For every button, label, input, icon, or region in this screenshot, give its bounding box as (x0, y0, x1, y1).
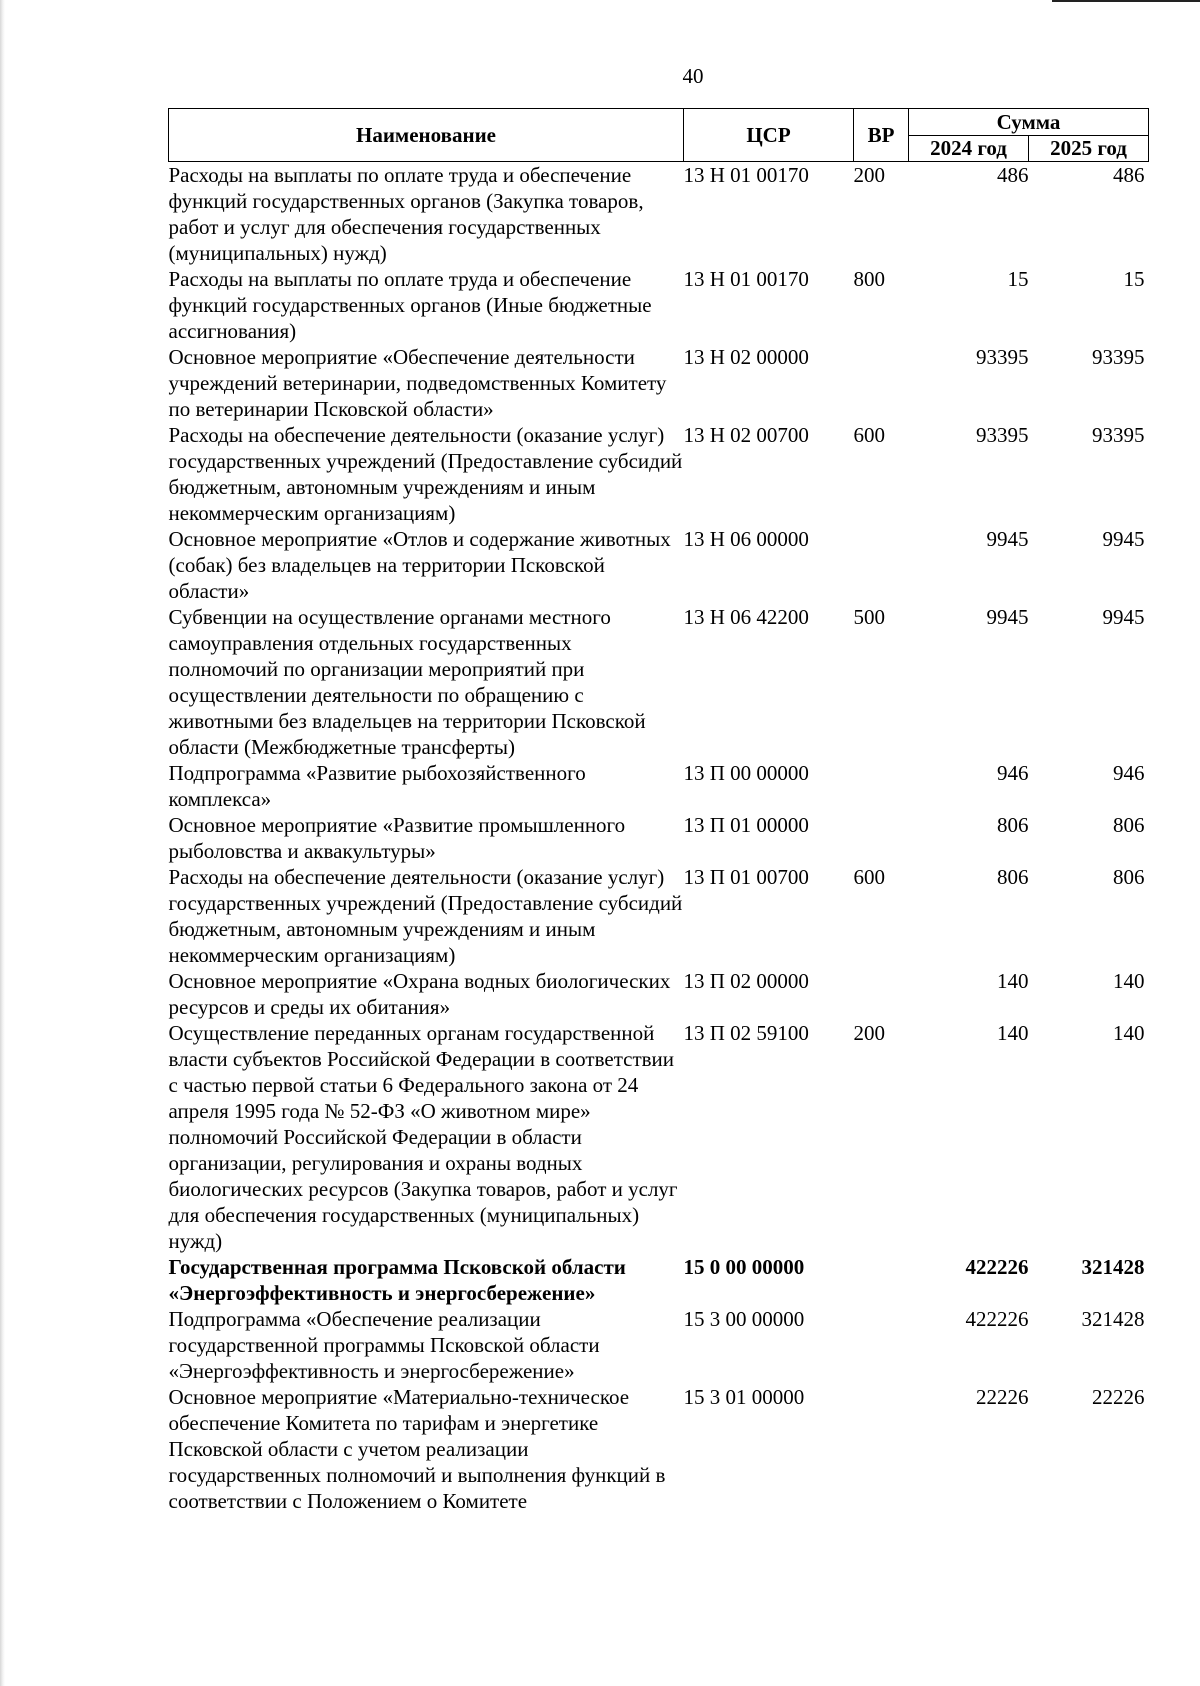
row-name: Расходы на обеспечение деятельности (оказание услуг) государственных учреждений (Предоставление субсидий бюджетным, автономным учреждениям и иным некоммерческим организациям) (168, 423, 683, 525)
row-sum-2025: 946 (1113, 761, 1145, 785)
row-name: Подпрограмма «Развитие рыбохозяйственного комплекса» (168, 761, 586, 811)
row-vr: 500 (853, 605, 885, 629)
row-sum-2025: 15 (1123, 267, 1145, 291)
row-csr: 13 Н 06 00000 (683, 527, 809, 551)
row-sum-2024: 422226 (965, 1307, 1029, 1331)
row-vr (854, 1306, 909, 1384)
row-name: Субвенции на осуществление органами местного самоуправления отдельных государственных полномочий по организации мероприятий при осуществлении деятельности по обращению с животными без владельцев на территории Псковской области (Межбюджетные трансферты) (168, 605, 646, 759)
header-name: Наименование (169, 109, 684, 162)
row-sum-2024: 806 (997, 865, 1029, 889)
row-name: Расходы на выплаты по оплате труда и обеспечение функций государственных органов (Закупка товаров, работ и услуг для обеспечения государственных (муниципальных) нужд) (168, 163, 644, 265)
row-sum-2025: 140 (1113, 969, 1145, 993)
row-sum-2024: 486 (997, 163, 1029, 187)
row-name: Основное мероприятие «Обеспечение деятельности учреждений ветеринарии, подведомственных Комитету по ветеринарии Псковской области» (168, 345, 667, 421)
table-row (169, 604, 1149, 760)
row-vr (854, 1254, 909, 1306)
row-sum-2024: 9945 (986, 527, 1029, 551)
row-sum-2025: 140 (1113, 1021, 1145, 1045)
row-name: Расходы на выплаты по оплате труда и обеспечение функций государственных органов (Иные бюджетные ассигнования) (168, 267, 652, 343)
row-csr: 13 П 01 00000 (683, 813, 809, 837)
table-row (169, 812, 1149, 864)
row-csr: 13 П 02 00000 (683, 969, 809, 993)
row-sum-2024: 15 (1007, 267, 1029, 291)
row-sum-2025: 93395 (1092, 423, 1145, 447)
row-sum-2025: 321428 (1081, 1255, 1145, 1279)
header-vr: ВР (854, 109, 909, 162)
table-row (169, 162, 1149, 267)
scan-top-mark (1052, 0, 1200, 2)
row-name: Подпрограмма «Обеспечение реализации государственной программы Псковской области «Энергоэффективность и энергосбережение» (168, 1307, 600, 1383)
row-vr: 600 (853, 423, 885, 447)
row-vr: 200 (853, 1021, 885, 1045)
row-name: Основное мероприятие «Развитие промышленного рыболовства и аквакультуры» (168, 813, 626, 863)
row-csr: 15 3 01 00000 (683, 1385, 805, 1409)
row-name: Основное мероприятие «Материально-техническое обеспечение Комитета по тарифам и энергетике Псковской области с учетом реализации государственных полномочий и выполнения функций в соответствии с Положением о Комитете (168, 1385, 666, 1513)
row-csr: 13 П 02 59100 (683, 1021, 809, 1045)
row-sum-2025: 486 (1113, 163, 1145, 187)
table-row (169, 864, 1149, 968)
row-name: Основное мероприятие «Отлов и содержание животных (собак) без владельцев на территории Псковской области» (168, 527, 671, 603)
table-row (169, 1020, 1149, 1254)
row-sum-2024: 9945 (986, 605, 1029, 629)
header-year-2025: 2025 год (1029, 135, 1149, 162)
row-sum-2025: 806 (1113, 813, 1145, 837)
table-row (169, 344, 1149, 422)
row-sum-2024: 140 (997, 969, 1029, 993)
table-row (169, 968, 1149, 1020)
header-csr: ЦСР (684, 109, 854, 162)
row-sum-2024: 806 (997, 813, 1029, 837)
table-row (169, 760, 1149, 812)
row-sum-2025: 22226 (1092, 1385, 1145, 1409)
row-csr: 13 Н 01 00170 (683, 267, 809, 291)
table-row (169, 1306, 1149, 1384)
row-sum-2024: 140 (997, 1021, 1029, 1045)
scan-left-edge (0, 0, 5, 1686)
row-sum-2024: 946 (997, 761, 1029, 785)
row-csr: 13 Н 02 00000 (683, 345, 809, 369)
row-name: Осуществление переданных органам государственной власти субъектов Российской Федерации в соответствии с частью первой статьи 6 Федерального закона от 24 апреля 1995 года № 52-ФЗ «О животном мире» полномочий Российской Федерации в области организации, регулирования и охраны водных биологических ресурсов (Закупка товаров, работ и услуг для обеспечения государственных (муниципальных) нужд) (168, 1021, 678, 1253)
table-header (169, 109, 1149, 162)
row-vr (854, 344, 909, 422)
table-row (169, 422, 1149, 526)
row-sum-2025: 321428 (1081, 1307, 1145, 1331)
row-sum-2024: 22226 (976, 1385, 1029, 1409)
row-csr: 13 Н 01 00170 (683, 163, 809, 187)
row-sum-2025: 93395 (1092, 345, 1145, 369)
header-sum: Сумма (909, 109, 1149, 136)
row-vr: 600 (853, 865, 885, 889)
table-row (169, 266, 1149, 344)
budget-table (168, 108, 1149, 1514)
table-body (169, 162, 1149, 1515)
row-sum-2025: 9945 (1102, 605, 1145, 629)
row-name: Расходы на обеспечение деятельности (оказание услуг) государственных учреждений (Предоставление субсидий бюджетным, автономным учреждениям и иным некоммерческим организациям) (168, 865, 683, 967)
table-row (169, 526, 1149, 604)
row-sum-2024: 93395 (976, 423, 1029, 447)
page-number: 40 (682, 64, 704, 88)
table-row (169, 1384, 1149, 1514)
row-csr: 13 Н 06 42200 (683, 605, 809, 629)
row-vr (854, 760, 909, 812)
row-csr: 13 П 01 00700 (683, 865, 809, 889)
header-year-2024: 2024 год (909, 135, 1029, 162)
row-csr: 15 0 00 00000 (683, 1255, 805, 1279)
row-sum-2024: 422226 (965, 1255, 1029, 1279)
table-row-program-total (169, 1254, 1149, 1306)
row-vr (854, 968, 909, 1020)
row-vr (854, 812, 909, 864)
row-name: Государственная программа Псковской области «Энергоэффективность и энергосбережение» (168, 1255, 626, 1305)
row-vr: 800 (853, 267, 885, 291)
row-sum-2025: 9945 (1102, 527, 1145, 551)
row-csr: 13 П 00 00000 (683, 761, 809, 785)
row-sum-2024: 93395 (976, 345, 1029, 369)
row-vr: 200 (853, 163, 885, 187)
row-vr (854, 526, 909, 604)
row-sum-2025: 806 (1113, 865, 1145, 889)
row-name: Основное мероприятие «Охрана водных биологических ресурсов и среды их обитания» (168, 969, 671, 1019)
row-vr (854, 1384, 909, 1514)
row-csr: 13 Н 02 00700 (683, 423, 809, 447)
row-csr: 15 3 00 00000 (683, 1307, 805, 1331)
